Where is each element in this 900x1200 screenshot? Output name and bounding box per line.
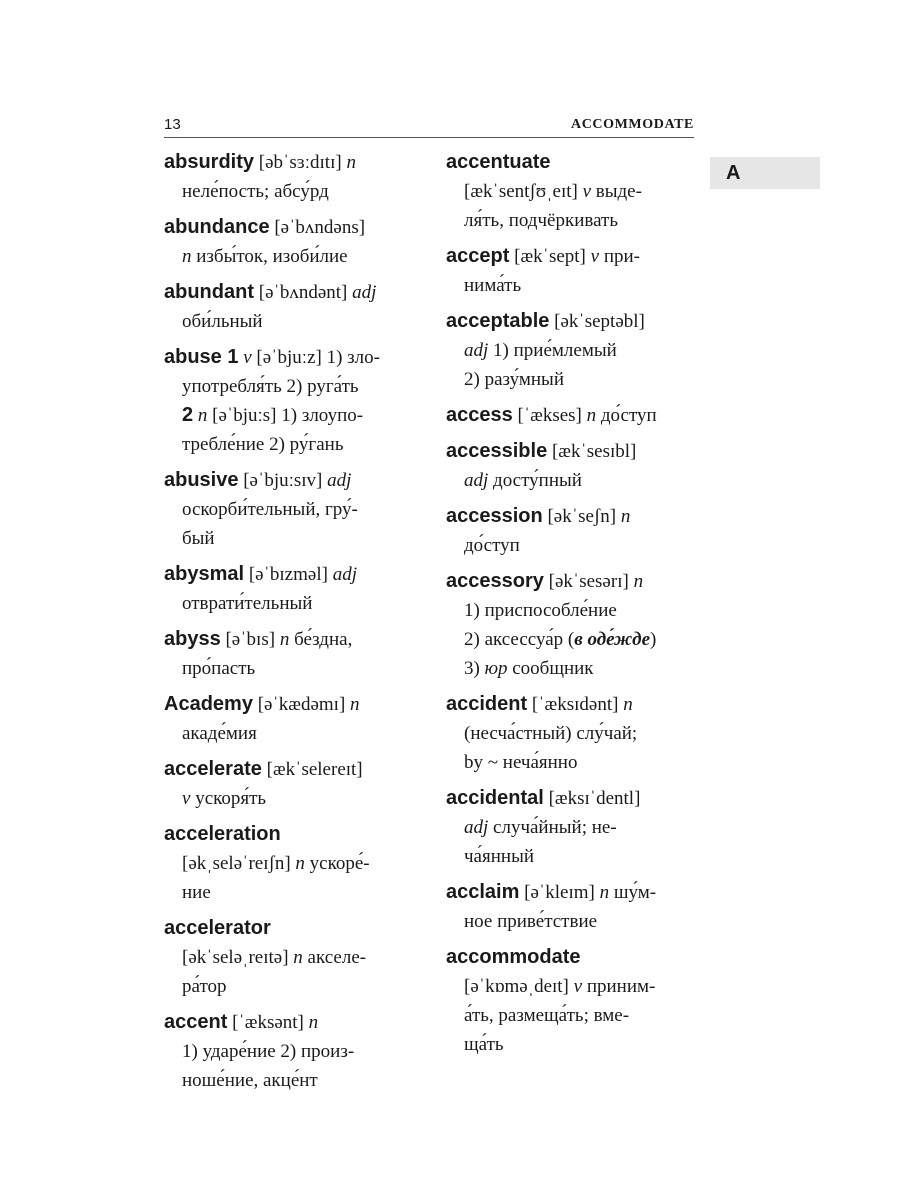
definition: оби́льный bbox=[182, 311, 263, 332]
transcription: [ækˈsentʃʊˌeɪt] bbox=[464, 181, 583, 202]
definition: шу́м- bbox=[609, 882, 657, 903]
definition: ускоря́ть bbox=[190, 788, 267, 809]
definition: [əˈbjuːs] 1) злоупо- bbox=[207, 405, 364, 426]
transcription: [əkˈsesərɪ] bbox=[543, 571, 634, 592]
definition: до́ступ bbox=[464, 535, 520, 556]
headword: accident bbox=[446, 693, 528, 715]
definition: 3) bbox=[464, 658, 485, 679]
headword: accession bbox=[446, 505, 543, 527]
entry-absurdity bbox=[164, 148, 426, 206]
definition: акселе- bbox=[302, 947, 367, 968]
transcription: [əkˈseʃn] bbox=[542, 506, 621, 527]
entry-academy bbox=[164, 690, 426, 748]
transcription: [ˈæksɪdənt] bbox=[527, 694, 624, 715]
part-of-speech: n bbox=[308, 1012, 319, 1033]
definition: 1) приспособле́ние bbox=[464, 600, 617, 621]
part-of-speech: n bbox=[350, 694, 360, 715]
headword: abuse 1 bbox=[164, 346, 239, 368]
entry-acceptable bbox=[446, 307, 706, 394]
definition: ля́ть, подчёркивать bbox=[464, 210, 618, 231]
entry-accessible bbox=[446, 437, 706, 495]
transcription: [əˈkædəmɪ] bbox=[252, 694, 351, 715]
definition: употребля́ть 2) руга́ть bbox=[182, 376, 359, 397]
part-of-speech: v bbox=[582, 181, 592, 202]
part-of-speech: n bbox=[182, 246, 192, 267]
headword: access bbox=[446, 404, 513, 426]
entry-access bbox=[446, 401, 706, 430]
sense-number: 2 bbox=[182, 404, 194, 426]
definition: акаде́мия bbox=[182, 723, 257, 744]
definition: 1) прие́млемый bbox=[488, 340, 617, 361]
definition: нима́ть bbox=[464, 275, 522, 296]
definition: ние bbox=[182, 882, 211, 903]
definition: требле́ние 2) ру́гань bbox=[182, 434, 344, 455]
part-of-speech: n bbox=[599, 882, 610, 903]
transcription: [əˈbʌndəns] bbox=[269, 217, 366, 238]
entry-abundance bbox=[164, 213, 426, 271]
entry-accentuate bbox=[446, 148, 706, 235]
headword: acceptable bbox=[446, 310, 550, 332]
part-of-speech: adj bbox=[464, 470, 489, 491]
part-of-speech: n bbox=[623, 694, 633, 715]
part-of-speech: v bbox=[573, 976, 583, 997]
headword: accept bbox=[446, 245, 510, 267]
part-of-speech: n bbox=[193, 405, 208, 426]
headword: abysmal bbox=[164, 563, 245, 585]
definition: [əˈbjuːz] 1) зло- bbox=[251, 347, 380, 368]
headword: accelerate bbox=[164, 758, 262, 780]
entry-accommodate bbox=[446, 943, 706, 1059]
part-of-speech: n bbox=[279, 629, 290, 650]
definition: про́пасть bbox=[182, 658, 256, 679]
entry-accelerate bbox=[164, 755, 426, 813]
definition: сообщник bbox=[507, 658, 594, 679]
definition: 1) ударе́ние 2) произ- bbox=[182, 1041, 355, 1062]
transcription: [æksɪˈdentl] bbox=[543, 788, 641, 809]
headword: abundant bbox=[164, 281, 254, 303]
transcription: [ækˈselereɪt] bbox=[261, 759, 363, 780]
transcription: [ˈækses] bbox=[512, 405, 587, 426]
definition: выде- bbox=[591, 181, 642, 202]
headword: absurdity bbox=[164, 151, 255, 173]
part-of-speech: adj bbox=[332, 564, 357, 585]
alphabet-thumb-tab: A bbox=[710, 157, 820, 189]
usage-label: юр bbox=[484, 658, 508, 679]
headword: accommodate bbox=[446, 946, 581, 968]
transcription: [ækˈsesɪbl] bbox=[547, 441, 637, 462]
transcription: [əkˌseləˈreɪʃn] bbox=[182, 853, 296, 874]
transcription: [əˈbjuːsɪv] bbox=[238, 470, 328, 491]
headword: accessible bbox=[446, 440, 548, 462]
definition: ча́янный bbox=[464, 846, 534, 867]
definition: ускоре́- bbox=[304, 853, 370, 874]
definition: by ~ неча́янно bbox=[464, 752, 578, 773]
definition: досту́пный bbox=[488, 470, 582, 491]
definition: 2) разу́мный bbox=[464, 369, 564, 390]
entry-accelerator bbox=[164, 914, 426, 1001]
usage-note: в оде́жде bbox=[574, 629, 651, 650]
headword: accelerator bbox=[164, 917, 271, 939]
headword: acclaim bbox=[446, 881, 520, 903]
part-of-speech: n bbox=[295, 853, 305, 874]
transcription: [əkˈseləˌreɪtə] bbox=[182, 947, 294, 968]
definition: (несча́стный) слу́чай; bbox=[464, 723, 638, 744]
entry-accession bbox=[446, 502, 706, 560]
part-of-speech: n bbox=[293, 947, 303, 968]
definition: бе́здна, bbox=[289, 629, 353, 650]
headword: accessory bbox=[446, 570, 544, 592]
headword: acceleration bbox=[164, 823, 281, 845]
entry-accept bbox=[446, 242, 706, 300]
definition: ноше́ние, акце́нт bbox=[182, 1070, 318, 1091]
definition: ра́тор bbox=[182, 976, 227, 997]
right-column bbox=[446, 148, 706, 1066]
part-of-speech: v bbox=[182, 788, 191, 809]
transcription: [əˈkleɪm] bbox=[519, 882, 600, 903]
transcription: [əˈkɒməˌdeɪt] bbox=[464, 976, 574, 997]
definition: 2) аксессуа́р ( bbox=[464, 629, 575, 650]
part-of-speech: adj bbox=[464, 817, 489, 838]
transcription: [ækˈsept] bbox=[509, 246, 591, 267]
part-of-speech: v bbox=[238, 347, 252, 368]
entry-accidental bbox=[446, 784, 706, 871]
running-head: ACCOMMODATE bbox=[571, 117, 694, 132]
definition: бый bbox=[182, 528, 215, 549]
entry-abusive bbox=[164, 466, 426, 553]
definition: неле́пость; абсу́рд bbox=[182, 181, 329, 202]
entry-abyss bbox=[164, 625, 426, 683]
entry-accessory bbox=[446, 567, 706, 683]
definition: приним- bbox=[582, 976, 656, 997]
transcription: [əˈbʌndənt] bbox=[254, 282, 353, 303]
part-of-speech: n bbox=[620, 506, 631, 527]
definition: ное приве́тствие bbox=[464, 911, 598, 932]
part-of-speech: adj bbox=[464, 340, 489, 361]
headword: abyss bbox=[164, 628, 221, 650]
entry-accent bbox=[164, 1008, 426, 1095]
transcription: [əˈbɪs] bbox=[220, 629, 280, 650]
part-of-speech: v bbox=[590, 246, 600, 267]
definition: оскорби́тельный, гру́- bbox=[182, 499, 358, 520]
part-of-speech: n bbox=[346, 152, 356, 173]
part-of-speech: adj bbox=[327, 470, 352, 491]
headword: accidental bbox=[446, 787, 544, 809]
definition: до́ступ bbox=[596, 405, 657, 426]
definition: ща́ть bbox=[464, 1034, 504, 1055]
definition: ) bbox=[650, 629, 657, 650]
definition: случа́йный; не- bbox=[488, 817, 617, 838]
left-column bbox=[164, 148, 426, 1102]
headword: abusive bbox=[164, 469, 239, 491]
headword: accent bbox=[164, 1011, 228, 1033]
part-of-speech: n bbox=[633, 571, 644, 592]
headword: Academy bbox=[164, 693, 253, 715]
part-of-speech: n bbox=[586, 405, 597, 426]
transcription: [əˈbɪzməl] bbox=[244, 564, 333, 585]
headword: accentuate bbox=[446, 151, 551, 173]
definition: избы́ток, изоби́лие bbox=[191, 246, 348, 267]
definition: при- bbox=[599, 246, 640, 267]
transcription: [ˈæksənt] bbox=[227, 1012, 309, 1033]
part-of-speech: adj bbox=[352, 282, 377, 303]
entry-acceleration bbox=[164, 820, 426, 907]
headword: abundance bbox=[164, 216, 270, 238]
entry-acclaim bbox=[446, 878, 706, 936]
transcription: [əkˈseptəbl] bbox=[549, 311, 645, 332]
entry-accident bbox=[446, 690, 706, 777]
entry-abundant bbox=[164, 278, 426, 336]
header-rule bbox=[164, 137, 694, 138]
transcription: [əbˈsɜːdɪtɪ] bbox=[254, 152, 347, 173]
page-number: 13 bbox=[164, 116, 181, 133]
definition: отврати́тельный bbox=[182, 593, 313, 614]
definition: а́ть, размеща́ть; вме- bbox=[464, 1005, 630, 1026]
entry-abuse bbox=[164, 343, 426, 459]
entry-abysmal bbox=[164, 560, 426, 618]
